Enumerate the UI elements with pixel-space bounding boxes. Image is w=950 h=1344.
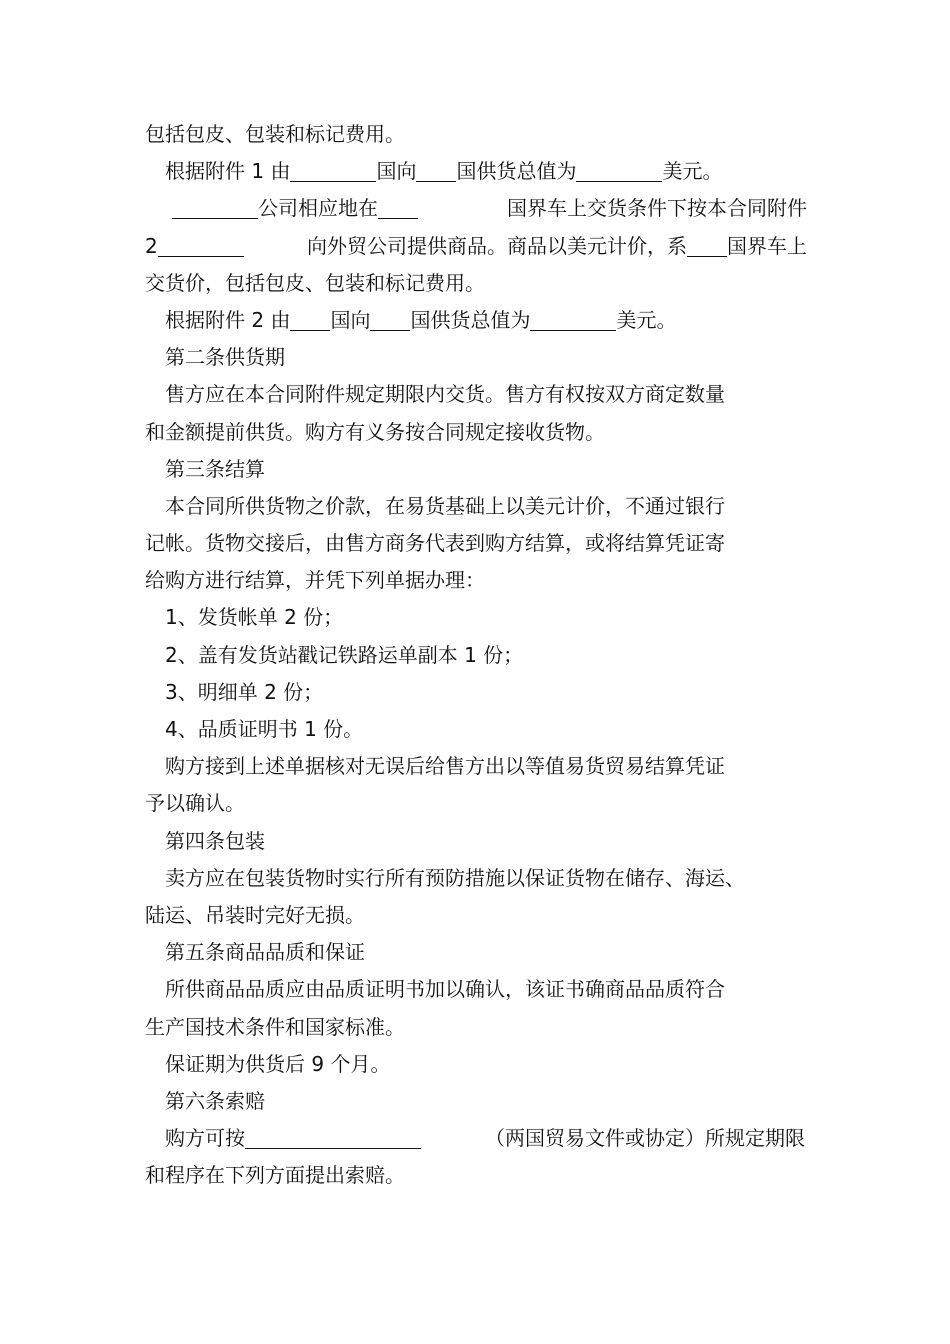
section-heading: 第四条包装: [165, 828, 265, 853]
paragraph-line: [145, 302, 815, 339]
section-heading: 第六条索赔: [165, 1088, 265, 1113]
text-run: 美元。: [662, 159, 723, 184]
list-item: 1、发货帐单 2 份；: [165, 605, 344, 630]
text-run: 根据附件 2 由: [165, 307, 291, 332]
paragraph-line: 陆运、吊装时完好无损。: [145, 902, 365, 927]
text-run: 2: [145, 233, 158, 258]
paragraph-line: [145, 153, 815, 190]
paragraph-line: [145, 1120, 805, 1157]
blank-field: [530, 308, 616, 331]
blank-field: [158, 234, 244, 257]
document-body: [145, 116, 815, 1194]
blank-field: [576, 159, 662, 182]
text-run: （两国贸易文件或协定）所规定期限: [485, 1126, 805, 1151]
paragraph-line: 记帐。货物交接后，由售方商务代表到购方结算，或将结算凭证寄: [145, 531, 725, 556]
text-run: 美元。: [616, 307, 677, 332]
paragraph-line: 保证期为供货后 9 个月。: [165, 1051, 391, 1076]
section-heading: 第三条结算: [165, 456, 265, 481]
blank-field: [290, 308, 330, 331]
paragraph-line: 本合同所供货物之价款，在易货基础上以美元计价，不通过银行: [165, 493, 725, 518]
text-segment: [165, 1120, 421, 1157]
paragraph-line: [145, 190, 807, 227]
paragraph-line: 予以确认。: [145, 791, 245, 816]
text-run: 国向: [330, 307, 371, 332]
blank-field: [172, 196, 258, 219]
list-item: 3、明细单 2 份；: [165, 679, 324, 704]
text-run: 公司相应地在: [258, 196, 378, 221]
text-run: 购方可按: [165, 1126, 245, 1151]
paragraph-line: 购方接到上述单据核对无误后给售方出以等值易货贸易结算凭证: [165, 754, 725, 779]
text-run: 国供货总值为: [410, 307, 531, 332]
blank-field: [370, 308, 410, 331]
text-segment: [172, 190, 418, 227]
section-heading: 第二条供货期: [165, 345, 285, 370]
blank-field: [687, 234, 727, 257]
text-segment: [307, 228, 807, 265]
paragraph-line: 给购方进行结算，并凭下列单据办理：: [145, 568, 485, 593]
paragraph-line: 卖方应在包装货物时实行所有预防措施以保证货物在储存、海运、: [165, 865, 745, 890]
text-run: 根据附件 1 由: [165, 159, 291, 184]
paragraph-line: 所供商品品质应由品质证明书加以确认，该证书确商品品质符合: [165, 977, 725, 1002]
paragraph-line: 包括包皮、包装和标记费用。: [145, 122, 405, 146]
text-run: 国界车上: [727, 233, 807, 258]
text-run: 国向: [376, 159, 417, 184]
text-run: 国界车上交货条件下按本合同附件: [507, 196, 807, 221]
section-heading: 第五条商品品质和保证: [165, 940, 365, 965]
blank-field: [245, 1126, 421, 1149]
paragraph-line: 交货价，包括包皮、包装和标记费用。: [145, 270, 485, 295]
text-segment: [145, 228, 244, 265]
paragraph-line: 生产国技术条件和国家标准。: [145, 1014, 405, 1039]
blank-field: [378, 196, 418, 219]
paragraph-line: 和金额提前供货。购方有义务按合同规定接收货物。: [145, 419, 605, 444]
blank-field: [416, 159, 456, 182]
text-run: 向外贸公司提供商品。商品以美元计价，系: [307, 233, 687, 258]
blank-field: [290, 159, 376, 182]
paragraph-line: [145, 228, 807, 265]
list-item: 4、品质证明书 1 份。: [165, 717, 364, 741]
paragraph-line: 和程序在下列方面提出索赔。: [145, 1163, 405, 1188]
text-run: 国供货总值为: [456, 159, 577, 184]
paragraph-line: 售方应在本合同附件规定期限内交货。售方有权按双方商定数量: [165, 382, 725, 407]
list-item: 2、盖有发货站戳记铁路运单副本 1 份；: [165, 642, 524, 667]
